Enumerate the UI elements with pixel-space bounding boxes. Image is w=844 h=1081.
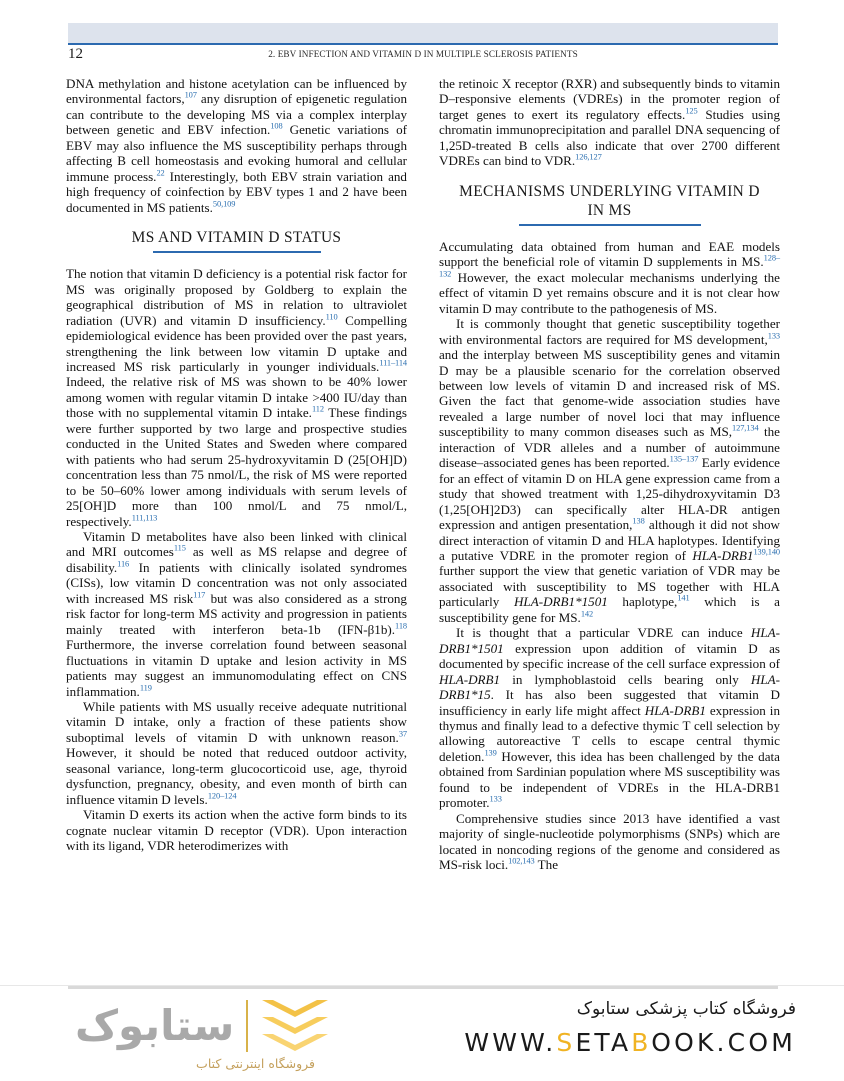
reference-marker[interactable]: 50,109 <box>212 199 236 209</box>
text-run: It is thought that a particular VDRE can induce <box>456 625 751 641</box>
reference-marker[interactable]: 110 <box>325 312 338 322</box>
footer-watermark <box>0 985 844 1081</box>
footer-divider <box>68 986 778 989</box>
url-segment-highlight: S <box>556 1028 576 1057</box>
header-rule <box>68 43 778 45</box>
running-title: 2. EBV INFECTION AND VITAMIN D IN MULTIPLE SCLEROSIS PATIENTS <box>268 49 578 59</box>
section-heading: MS AND VITAMIN D STATUS <box>131 229 342 247</box>
text-run: expression in thymus and finally lead to a defective thymic T cell selection by allowing autoreactive T cells to escape central thymic deletion. <box>439 702 780 764</box>
reference-marker[interactable]: 138 <box>632 516 645 526</box>
brand-tagline-fa <box>77 1056 377 1071</box>
text-run: haplotype, <box>607 594 678 610</box>
text-run: Accumulating data obtained from human and EAE models support the beneficial role of vitamin D supplements in MS. <box>439 238 780 270</box>
page-number: 12 <box>68 46 83 62</box>
reference-marker[interactable]: 133 <box>767 331 780 341</box>
brand-title-fa: فروشگاه کتاب پزشکی ستابوک <box>576 999 796 1019</box>
url-segment: OOK.COM <box>651 1028 796 1057</box>
chevron-inner-mask <box>273 1000 317 1011</box>
reference-marker[interactable]: 115 <box>173 544 186 554</box>
text-run: the retinoic X receptor (RXR) and subsequently binds to vitamin D–responsive elements (VDREs) in the promoter region of target genes to exert its regulatory effects. <box>439 76 780 122</box>
text-run: which is a susceptibility gene for MS. <box>439 594 780 625</box>
reference-marker[interactable]: 118 <box>395 621 407 631</box>
chevron-inner-mask <box>273 1034 317 1045</box>
text-run: Comprehensive studies since 2013 have identified a vast majority of single-nucleotide polymorphisms (SNPs) which are located in noncoding regions of the genome and considered as MS-risk loci. <box>439 810 780 873</box>
text-run: It is commonly thought that genetic susceptibility together with environmental factors are required for MS development, <box>439 316 780 347</box>
brand-logo-row <box>75 998 328 1054</box>
text-run: further support the view that genetic variation of VDR may be associated with susceptibility to MS together with HLA particularly <box>439 563 780 610</box>
reference-marker[interactable]: 112 <box>311 404 324 414</box>
brand-divider <box>246 1000 248 1052</box>
url-segment: WWW. <box>464 1028 557 1057</box>
reference-marker[interactable]: 135–137 <box>669 454 699 464</box>
paragraph <box>439 239 780 316</box>
header-decorative-band <box>68 23 778 43</box>
reference-marker[interactable]: 125 <box>685 106 698 116</box>
reference-marker[interactable]: 108 <box>270 122 283 131</box>
reference-marker[interactable]: 111,113 <box>131 513 158 523</box>
text-run: Genetic variations of EBV may also influence the MS susceptibility perhaps through affecting B cell homeostasis and evoking humoral and cellular immune process. <box>66 122 407 184</box>
reference-marker[interactable]: 141 <box>677 593 690 603</box>
section-heading <box>439 182 780 220</box>
brand-wordmark-fa: ستابوک <box>75 1001 235 1050</box>
text-run: DNA methylation and histone acetylation can be influenced by environmental factors, <box>66 76 407 107</box>
reference-marker[interactable]: 142 <box>580 609 594 619</box>
text-run: Vitamin D exerts its action when the active form binds to its cognate nuclear vitamin D receptor (VDR). Upon interaction with its ligand, VDR heterodimerizes with <box>66 807 407 854</box>
paragraph <box>66 266 407 529</box>
brand-text-block <box>396 996 796 1057</box>
text-run: although it did not show direct interaction of vitamin D and HLA haplotypes. Identifying a putative VDRE in the promoter region of <box>439 517 780 563</box>
reference-marker[interactable]: 128–132 <box>439 254 780 279</box>
text-run: the interaction of VDR alleles and a number of autoimmune disease–associated genes has been reported. <box>439 424 780 471</box>
reference-marker[interactable]: 120–124 <box>207 791 237 801</box>
paragraph <box>439 316 780 625</box>
paragraph <box>66 807 407 853</box>
reference-marker[interactable]: 111–114 <box>379 358 407 368</box>
reference-marker[interactable]: 107 <box>184 91 197 101</box>
text-run: Interestingly, both EBV strain variation and high frequency of coinfection by EBV types 1 and 2 have been documented in MS patients. <box>66 168 407 215</box>
url-segment-highlight: B <box>631 1028 652 1057</box>
text-run: While patients with MS usually receive adequate nutritional vitamin D intake, only a fraction of these patients show suboptimal levels of vitamin D with unknown reason. <box>66 698 407 745</box>
paragraph <box>439 76 780 169</box>
text-run: expression upon addition of vitamin D as documented by specific increase of the cell surface expression of <box>439 640 780 672</box>
text-run: in lymphoblastoid cells bearing only <box>500 671 751 687</box>
text-run: However, it should be noted that reduced outdoor activity, seasonal variance, long-term glucocorticoid use, age, thyroid dysfunction, pregnancy, obesity, and even month of birth can influence vitamin D levels. <box>66 745 407 807</box>
section-heading-line2: IN MS <box>587 201 632 219</box>
paragraph <box>66 76 407 215</box>
brand-tagline-text: فروشگاه اینترنتی کتاب <box>196 1056 315 1071</box>
text-run: The notion that vitamin D deficiency is a potential risk factor for MS was originally proposed by Goldberg to explain the geographical distribution of MS in relation to ultraviolet radiation (UVR) and vitamin D insufficiency. <box>66 266 407 328</box>
gene-name-italic: HLA-DRB1 <box>692 547 754 563</box>
reference-marker[interactable]: 133 <box>489 794 502 804</box>
reference-marker[interactable]: 139,140 <box>753 547 780 557</box>
reference-marker[interactable]: 22 <box>156 168 165 178</box>
text-run: as well as MS relapse and degree of disability. <box>66 544 407 575</box>
brand-logo[interactable] <box>75 994 375 1078</box>
reference-marker[interactable]: 37 <box>398 729 407 739</box>
reference-marker[interactable]: 139 <box>484 748 497 758</box>
running-head <box>68 46 778 66</box>
section-heading-rule <box>153 251 321 253</box>
text-run: The <box>534 857 559 873</box>
brand-url[interactable] <box>396 1028 796 1057</box>
text-run: Indeed, the relative risk of MS was shown to be 40% lower among women with regular vitamin D intake >400 IU/day than those with no supplemental vitamin D intake. <box>66 374 407 421</box>
url-segment: ETA <box>575 1028 632 1057</box>
text-run: Furthermore, the inverse correlation found between seasonal fluctuations in vitamin D uptake and lesion activity in MS patients may suggest an immunomodulating effect on CNS inflammation. <box>66 637 407 699</box>
gene-name-italic: HLA-DRB1*1501 <box>439 625 780 656</box>
gene-name-italic: HLA-DRB1*15 <box>439 671 780 703</box>
text-run: Studies using chromatin immunoprecipitation and parallel DNA sequencing of 1,25D-treated B cells also indicate that over 2700 different VDREs can bind to VDR. <box>439 106 780 169</box>
text-run: Compelling epidemiological evidence has been provided over the past years, strengthening the link between low vitamin D uptake and increased MS risk particularly in younger individuals. <box>66 312 407 374</box>
reference-marker[interactable]: 117 <box>193 590 206 600</box>
gene-name-italic: HLA-DRB1 <box>644 702 706 718</box>
text-run: . It has also been suggested that vitamin D insufficiency in early life might affect <box>439 687 780 718</box>
text-run: However, this idea has been challenged by the data obtained from Sardinian population where MS susceptibility was found to be independent of VDREs in the HLA-DRB1 promoter. <box>439 748 780 811</box>
reference-marker[interactable]: 127,134 <box>732 423 759 433</box>
text-run: Vitamin D metabolites have also been linked with clinical and MRI outcomes <box>66 528 407 560</box>
paragraph <box>439 625 780 810</box>
section-heading-line1: MECHANISMS UNDERLYING VITAMIN D <box>459 182 760 200</box>
right-column <box>439 76 780 966</box>
paragraph <box>66 699 407 807</box>
reference-marker[interactable]: 102,143 <box>508 856 535 866</box>
text-run: and the interplay between MS susceptibility genes and vitamin D may be a plausible scenario for the correlation observed between low levels of vitamin D and increased risk of MS. Given the fact that genome-wide association studies have revealed a large number of novel loci that may influence susceptibility to many common diseases such as MS, <box>439 347 780 440</box>
left-column <box>66 76 407 966</box>
reference-marker[interactable]: 119 <box>139 683 152 693</box>
chevron-stack-icon <box>262 998 328 1054</box>
body-columns <box>66 76 780 966</box>
gene-name-italic: HLA-DRB1*1501 <box>513 594 608 610</box>
reference-marker[interactable]: 126,127 <box>575 152 602 162</box>
text-run: In patients with clinically isolated syndromes (CISs), low vitamin D concentration was not only associated with increased MS risk <box>66 559 407 606</box>
paragraph <box>439 811 780 873</box>
text-run: However, the exact molecular mechanisms underlying the effect of vitamin D yet remains obscure and it is not clear how vitamin D may contribute to the pathogenesis of MS. <box>439 269 780 316</box>
section-heading-rule <box>519 224 701 226</box>
text-run: These findings were further supported by two large and prospective studies conducted in the United States and Sweden where compared with patients who had serum 25-hydroxyvitamin D (25[OH]D) concentration less than 75 nmol/L, the risk of MS were reported to be 50–60% lower among individuals with serum levels of 25[OH]D more than 100 nmol/L and 75 nmol/L, respectively. <box>66 405 407 529</box>
text-run: any disruption of epigenetic regulation can contribute to the developing MS via a complex interplay between genetic and EBV infection. <box>66 91 407 138</box>
text-run: but was also considered as a strong risk factor for long-term MS activity and progression in patients mainly treated with interferon beta-1b (IFN-β1b). <box>66 590 407 637</box>
text-run: Early evidence for an effect of vitamin D on HLA gene expression came from a study that showed treatment with 1,25-dihydroxyvitamin D3 (1,25[OH]2D3) can specifically alter HLA-DR antigen expression and antigen presentation, <box>439 455 780 533</box>
chevron-inner-mask <box>273 1017 317 1028</box>
paragraph <box>66 529 407 699</box>
gene-name-italic: HLA-DRB1 <box>439 671 501 687</box>
reference-marker[interactable]: 116 <box>117 559 130 569</box>
